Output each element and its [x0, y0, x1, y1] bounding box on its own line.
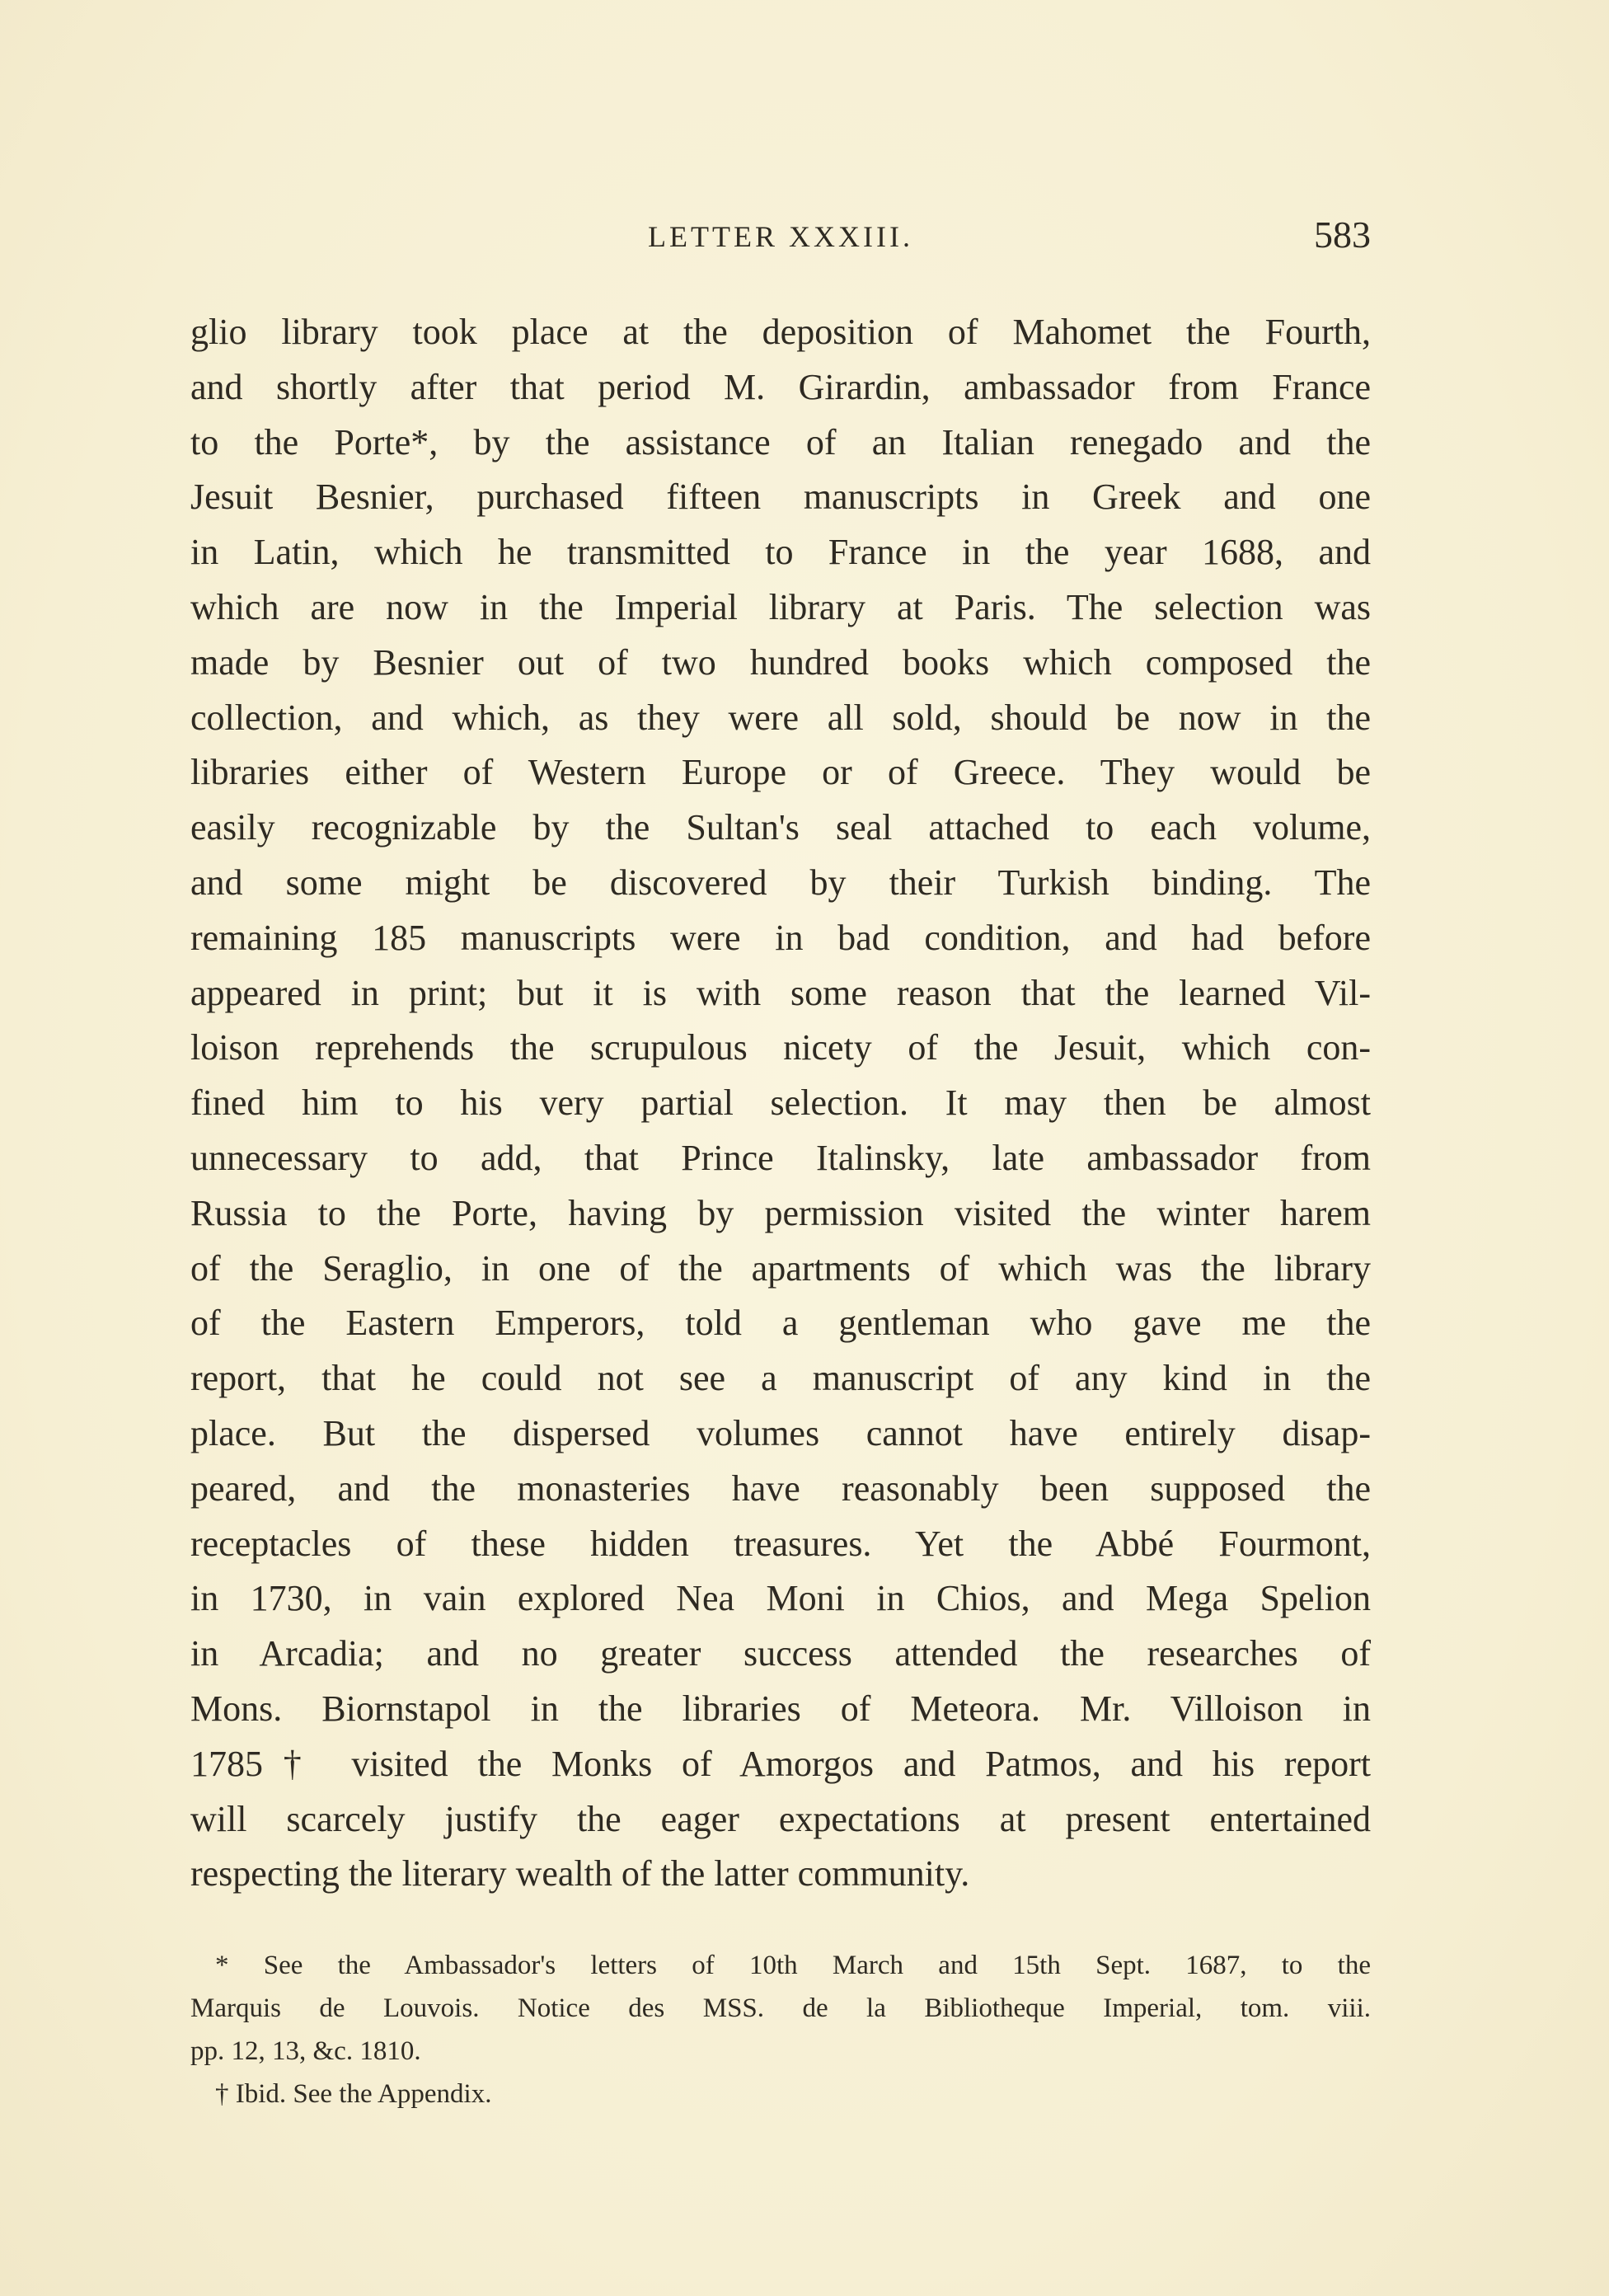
footnote-line: Marquis de Louvois. Notice des MSS. de la Bibliotheque Imperial, tom. viii.: [190, 1993, 1371, 2023]
text-line: fined him to his very partial selection. It may then be almost: [190, 1082, 1371, 1124]
text-line: 1785† visited the Monks of Amorgos and Patmos, and his report: [190, 1743, 1371, 1784]
text-line: and shortly after that period M. Girardin, ambassador from France: [190, 366, 1371, 407]
text-line: report, that he could not see a manuscript of any kind in the: [190, 1358, 1371, 1399]
footnote-line: pp. 12, 13, &c. 1810.: [190, 2036, 421, 2066]
text-line: appeared in print; but it is with some reason that the learned Vil-: [190, 972, 1371, 1013]
text-line: libraries either of Western Europe or of Greece. They would be: [190, 752, 1371, 793]
text-line: made by Besnier out of two hundred books which composed the: [190, 641, 1371, 683]
text-line: glio library took place at the deposition of Mahomet the Fourth,: [190, 312, 1371, 352]
text-line: in 1730, in vain explored Nea Moni in Chios, and Mega Spelion: [190, 1578, 1371, 1619]
text-line: collection, and which, as they were all sold, should be now in the: [190, 697, 1371, 738]
text-line: peared, and the monasteries have reasonably been supposed the: [190, 1467, 1371, 1509]
text-line: in Arcadia; and no greater success attended the researches of: [190, 1633, 1371, 1674]
text-line: easily recognizable by the Sultan's seal attached to each volume,: [190, 807, 1371, 848]
footnote-line: † Ibid. See the Appendix.: [215, 2079, 492, 2109]
text-line: of the Eastern Emperors, told a gentleman who gave me the: [190, 1303, 1371, 1344]
footnotes: [190, 1944, 1371, 2115]
text-line: which are now in the Imperial library at Paris. The selection was: [190, 586, 1371, 627]
text-line: Russia to the Porte, having by permission visited the winter harem: [190, 1192, 1371, 1233]
page-number: 583: [1314, 214, 1371, 256]
text-line: Jesuit Besnier, purchased fifteen manuscripts in Greek and one: [190, 477, 1371, 518]
text-line: of the Seraglio, in one of the apartments of which was the library: [190, 1247, 1371, 1289]
text-line: place. But the dispersed volumes cannot have entirely disap-: [190, 1412, 1371, 1453]
text-line: in Latin, which he transmitted to France in the year 1688, and: [190, 532, 1371, 573]
footnote-line: * See the Ambassador's letters of 10th March and 15th Sept. 1687, to the: [215, 1951, 1371, 1980]
text-line: unnecessary to add, that Prince Italinsky, late ambassador from: [190, 1137, 1371, 1178]
running-head: [190, 213, 1371, 262]
text-line: and some might be discovered by their Turkish binding. The: [190, 862, 1371, 903]
text-line: respecting the literary wealth of the latter community.: [190, 1853, 970, 1895]
text-line: receptacles of these hidden treasures. Yet the Abbé Fourmont,: [190, 1523, 1371, 1564]
text-line: Mons. Biornstapol in the libraries of Meteora. Mr. Villoison in: [190, 1688, 1371, 1729]
body-text: [190, 305, 1371, 1902]
text-line: will scarcely justify the eager expectations at present entertained: [190, 1798, 1371, 1839]
chapter-title: LETTER XXXIII.: [648, 220, 913, 253]
text-line: remaining 185 manuscripts were in bad condition, and had before: [190, 917, 1371, 958]
text-line: loison reprehends the scrupulous nicety of the Jesuit, which con-: [190, 1027, 1371, 1068]
text-line: to the Porte*, by the assistance of an Italian renegado and the: [190, 421, 1371, 462]
